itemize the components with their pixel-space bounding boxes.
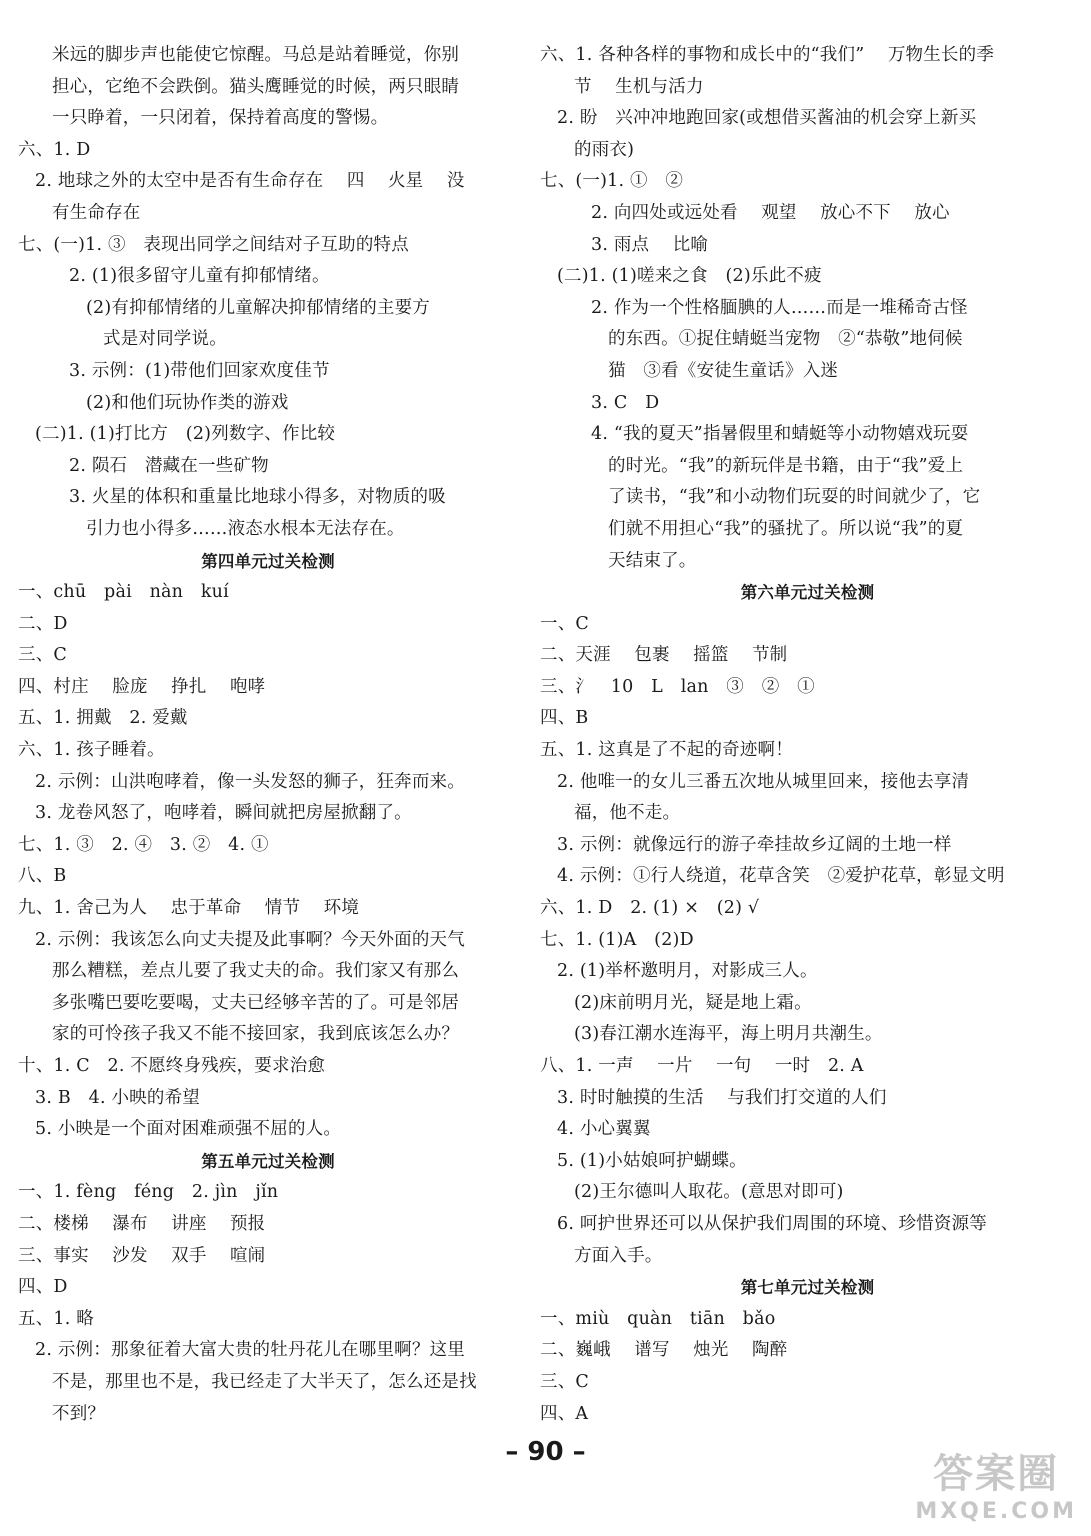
answer-line: 八、B	[18, 866, 67, 887]
answer-line: (二)1. (1)打比方 (2)列数字、作比较	[35, 424, 336, 445]
answer-line: 一、1. fèng féng 2. jìn jǐn	[18, 1182, 279, 1203]
answer-line: 七、1. ③ 2. ④ 3. ② 4. ①	[18, 834, 269, 855]
answer-line: 七、(一)1. ① ②	[540, 171, 684, 192]
answer-line: 节 生机与活力	[574, 76, 704, 97]
answer-line: 了读书，“我”和小动物们玩耍的时间就少了，它	[608, 487, 981, 508]
section-heading: 第六单元过关检测	[740, 583, 875, 603]
answer-line: (2)床前明月光，疑是地上霜。	[574, 992, 812, 1013]
answer-line: 2. 示例：山洪咆哮着，像一头发怒的狮子，狂奔而来。	[35, 771, 465, 792]
answer-line: 3. 火星的体积和重量比地球小得多，对物质的吸	[69, 487, 446, 508]
answer-line: (二)1. (1)嗟来之食 (2)乐此不疲	[557, 266, 822, 287]
answer-line: 2. 作为一个性格腼腆的人……而是一堆稀奇古怪	[591, 297, 968, 318]
answer-line: 五、1. 拥戴 2. 爱戴	[18, 708, 188, 729]
answer-line: 三、C	[540, 1371, 589, 1392]
answer-line: 那么糟糕，差点儿要了我丈夫的命。我们家又有那么	[52, 961, 460, 982]
answer-line: 多张嘴巴要吃要喝，丈夫已经够辛苦的了。可是邻居	[52, 992, 460, 1013]
answer-line: 2. 他唯一的女儿三番五次地从城里回来，接他去享清	[557, 771, 970, 792]
answer-line: 米远的脚步声也能使它惊醒。马总是站着睡觉，你别	[52, 45, 460, 65]
answer-line: 二、D	[18, 613, 68, 634]
right-column	[540, 40, 1075, 1430]
answer-line: 一只睁着，一只闭着，保持着高度的警惕。	[52, 108, 389, 129]
answer-line: 3. 雨点 比喻	[591, 234, 709, 255]
answer-line: 3. B 4. 小映的希望	[35, 1087, 200, 1108]
answer-line: 四、B	[540, 708, 589, 729]
answer-line: 二、天涯 包裹 摇篮 节制	[540, 645, 788, 666]
answer-line: 五、1. 这真是了不起的奇迹啊！	[540, 740, 793, 761]
answer-line: 一、miù quàn tiān bǎo	[540, 1308, 776, 1329]
answer-line: 3. 龙卷风怒了，咆哮着，瞬间就把房屋掀翻了。	[35, 803, 412, 824]
answer-line: (2)王尔德叫人取花。(意思对即可)	[574, 1182, 844, 1203]
left-column	[18, 40, 518, 1430]
answer-line: 6. 呵护世界还可以从保护我们周围的环境、珍惜资源等	[557, 1213, 987, 1234]
answer-line: 四、D	[18, 1277, 68, 1298]
answer-line: 四、村庄 脸庞 挣扎 咆哮	[18, 676, 266, 697]
answer-line: 4. 示例：①行人绕道，花草含笑 ②爱护花草，彰显文明	[557, 866, 1005, 887]
answer-line: 4. 小心翼翼	[557, 1119, 651, 1140]
answer-line: 三、事实 沙发 双手 喧闹	[18, 1245, 266, 1266]
answer-line: (2)和他们玩协作类的游戏	[86, 392, 289, 413]
answer-line: 的雨衣)	[574, 139, 635, 160]
answer-line: 二、巍峨 谱写 烛光 陶醉	[540, 1340, 788, 1361]
answer-line: 式是对同学说。	[103, 329, 227, 350]
answer-line: 不到？	[52, 1403, 106, 1424]
answer-line: 5. 小映是一个面对困难顽强不屈的人。	[35, 1119, 342, 1140]
answer-line: 2. 盼 兴冲冲地跑回家(或想借买酱油的机会穿上新买	[557, 108, 977, 129]
answer-line: (3)春江潮水连海平，海上明月共潮生。	[574, 1024, 883, 1045]
answer-line: 九、1. 舍己为人 忠于革命 情节 环境	[18, 898, 360, 919]
section-heading: 第七单元过关检测	[740, 1278, 875, 1298]
answer-line: 三、氵 10 L lan ③ ② ①	[540, 676, 815, 697]
watermark-domain: MXQE.COM	[915, 1499, 1077, 1524]
page-number: – 90 –	[505, 1437, 586, 1467]
answer-line: 的时光。“我”的新玩伴是书籍，由于“我”爱上	[608, 455, 964, 476]
section-heading: 第五单元过关检测	[201, 1151, 335, 1171]
answer-line: 担心，它绝不会跌倒。猫头鹰睡觉的时候，两只眼睛	[52, 76, 460, 97]
answer-line: 一、C	[540, 613, 589, 634]
watermark-logo	[915, 1442, 1077, 1524]
answer-line: 福，他不走。	[574, 803, 681, 824]
answer-line: 2. 示例：那象征着大富大贵的牡丹花儿在哪里啊？这里	[35, 1340, 465, 1361]
answer-line: 2. (1)举杯邀明月，对影成三人。	[557, 961, 818, 982]
answer-line: 4. “我的夏天”指暑假里和蜻蜓等小动物嬉戏玩耍	[591, 424, 969, 445]
answer-line: 五、1. 略	[18, 1308, 94, 1329]
answer-line: 二、楼梯 瀑布 讲座 预报	[18, 1213, 266, 1234]
answer-line: 方面入手。	[574, 1245, 663, 1266]
answer-line: 猫 ③看《安徒生童话》入迷	[608, 360, 839, 381]
section-heading: 第四单元过关检测	[201, 551, 335, 571]
answer-line: 六、1. 各种各样的事物和成长中的“我们” 万物生长的季	[540, 45, 995, 65]
answer-line: 5. (1)小姑娘呵护蝴蝶。	[557, 1150, 747, 1171]
answer-line: 家的可怜孩子我又不能不接回家，我到底该怎么办？	[52, 1024, 460, 1045]
answer-line: 七、(一)1. ③ 表现出同学之间结对子互助的特点	[18, 234, 409, 255]
answer-line: 2. 向四处或远处看 观望 放心不下 放心	[591, 202, 950, 223]
answer-line: 八、1. 一声 一片 一句 一时 2. A	[540, 1056, 864, 1076]
answer-line: 2. 地球之外的太空中是否有生命存在 四 火星 没	[35, 171, 465, 192]
answer-line: 3. 示例：就像远行的游子牵挂故乡辽阔的土地一样	[557, 834, 952, 855]
answer-line: 七、1. (1)A (2)D	[540, 929, 694, 950]
answer-line: 2. 陨石 潜藏在一些矿物	[69, 455, 269, 476]
answer-line: (2)有抑郁情绪的儿童解决抑郁情绪的主要方	[86, 297, 430, 318]
answer-line: 三、C	[18, 645, 67, 666]
answer-line: 六、1. 孩子睡着。	[18, 740, 165, 761]
answer-line: 不是，那里也不是，我已经走了大半天了，怎么还是找	[52, 1371, 477, 1392]
answer-line: 2. 示例：我该怎么向丈夫提及此事啊？今天外面的天气	[35, 929, 465, 950]
answer-line: 天结束了。	[608, 550, 697, 571]
answer-line: 六、1. D 2. (1) × (2) √	[540, 898, 760, 919]
answer-line: 有生命存在	[52, 202, 141, 223]
answer-line: 一、chū pài nàn kuí	[18, 582, 229, 603]
answer-line: 四、A	[540, 1403, 589, 1424]
answer-line: 3. C D	[591, 392, 660, 413]
answer-line: 十、1. C 2. 不愿终身残疾，要求治愈	[18, 1056, 326, 1076]
answer-line: 六、1. D	[18, 139, 91, 160]
answer-line: 的东西。①捉住蜻蜓当宠物 ②“恭敬”地伺候	[608, 329, 963, 350]
answer-line: 3. 示例：(1)带他们回家欢度佳节	[69, 360, 330, 381]
watermark-title: 答案圈	[933, 1451, 1060, 1497]
answer-line: 们就不用担心“我”的骚扰了。所以说“我”的夏	[608, 518, 964, 539]
answer-line: 3. 时时触摸的生活 与我们打交道的人们	[557, 1087, 887, 1108]
answer-line: 2. (1)很多留守儿童有抑郁情绪。	[69, 266, 330, 287]
answer-line: 引力也小得多……液态水根本无法存在。	[86, 518, 405, 539]
